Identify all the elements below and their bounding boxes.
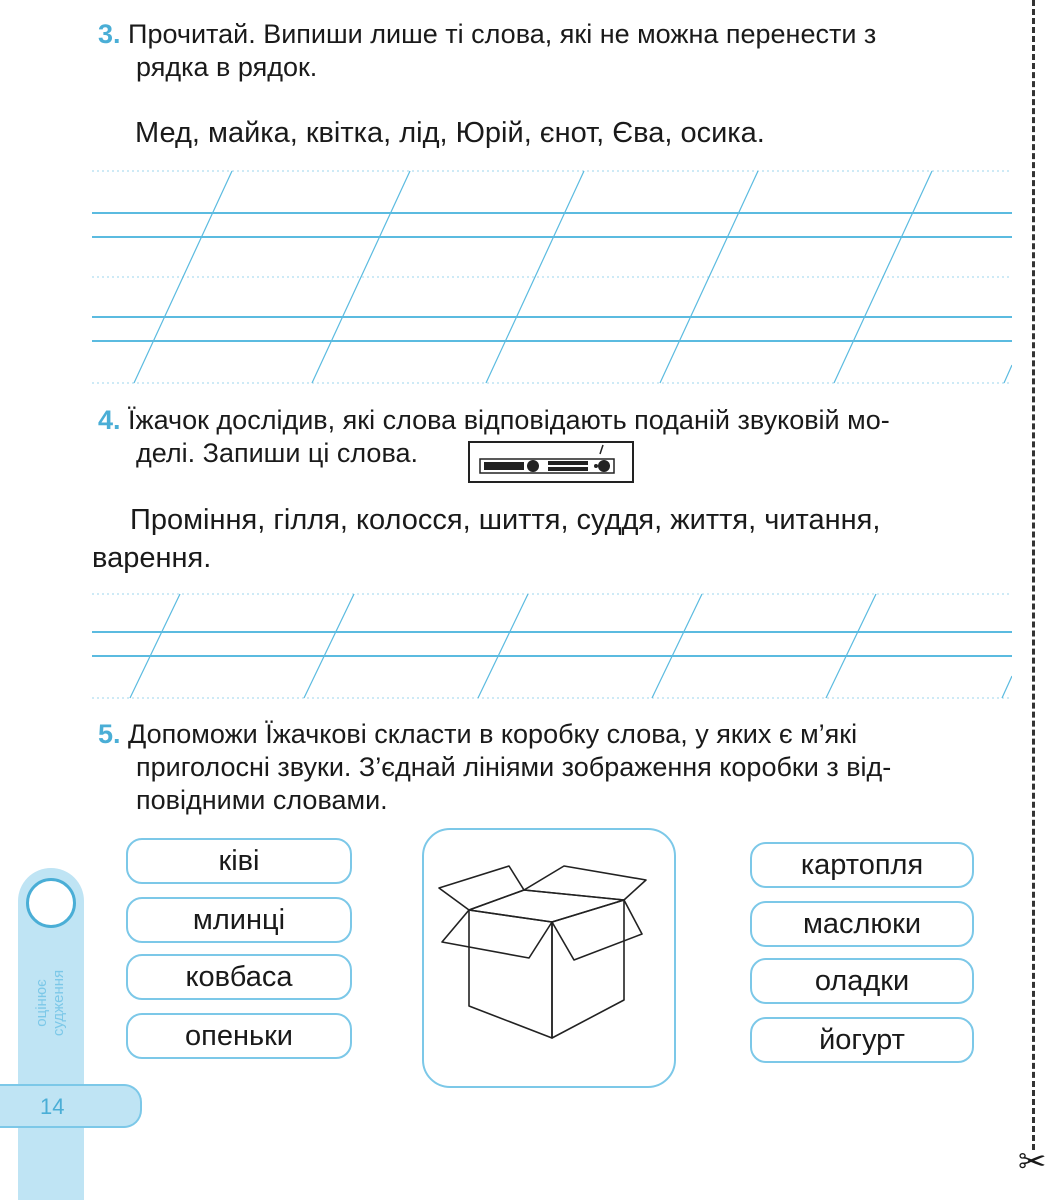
bookmark-label bbox=[20, 942, 80, 1062]
task-3-number: 3. bbox=[98, 19, 121, 49]
left-word-box[interactable]: млинці bbox=[126, 897, 352, 943]
task-5-instruction bbox=[98, 718, 1018, 817]
task-5-line2: приголосні звуки. З’єднай лініями зображення коробки з від- bbox=[136, 752, 892, 782]
task-4-words-line1: Проміння, гілля, колосся, шиття, суддя, життя, читання, bbox=[130, 504, 881, 536]
right-word-box[interactable]: йогурт bbox=[750, 1017, 974, 1063]
page-number-tab bbox=[0, 1084, 142, 1128]
writing-lines-task-3[interactable] bbox=[92, 165, 1012, 387]
task-4-number: 4. bbox=[98, 405, 121, 435]
right-word-box[interactable]: оладки bbox=[750, 958, 974, 1004]
sound-model-scheme bbox=[468, 441, 634, 483]
right-word-box[interactable]: картопля bbox=[750, 842, 974, 888]
task-5-line3: повідними словами. bbox=[136, 785, 388, 815]
bookmark-hole bbox=[26, 878, 76, 928]
task-5-line1: Допоможи Їжачкові скласти в коробку слова, у яких є м’які bbox=[128, 719, 858, 749]
box-icon bbox=[424, 830, 674, 1086]
left-word-box[interactable]: опеньки bbox=[126, 1013, 352, 1059]
scissors-icon: ✂ bbox=[1018, 1143, 1047, 1181]
task-3-line2: рядка в рядок. bbox=[136, 52, 318, 82]
bookmark-label-line1: оцінює bbox=[33, 979, 50, 1027]
task-5-number: 5. bbox=[98, 719, 121, 749]
cut-line bbox=[1032, 0, 1035, 1150]
bookmark-label-line2: судження bbox=[50, 969, 67, 1037]
task-3-line1: Прочитай. Випиши лише ті слова, які не можна перенести з bbox=[128, 19, 877, 49]
task-3-instruction bbox=[98, 18, 1018, 84]
task-3-words: Мед, майка, квітка, лід, Юрій, єнот, Єва, осика. bbox=[135, 117, 765, 149]
writing-lines-task-4[interactable] bbox=[92, 590, 1012, 702]
right-word-box[interactable]: маслюки bbox=[750, 901, 974, 947]
left-word-box[interactable]: ковбаса bbox=[126, 954, 352, 1000]
task-4-words-line2: варення. bbox=[92, 542, 212, 574]
left-word-box[interactable]: ківі bbox=[126, 838, 352, 884]
task-4-line2: делі. Запиши ці слова. bbox=[136, 438, 418, 468]
box-picture-frame[interactable] bbox=[422, 828, 676, 1088]
page-number: 14 bbox=[40, 1094, 65, 1119]
bookmark-tab bbox=[18, 868, 84, 1200]
task-4-line1: Їжачок дослідив, які слова відповідають поданій звуковій мо- bbox=[128, 405, 890, 435]
